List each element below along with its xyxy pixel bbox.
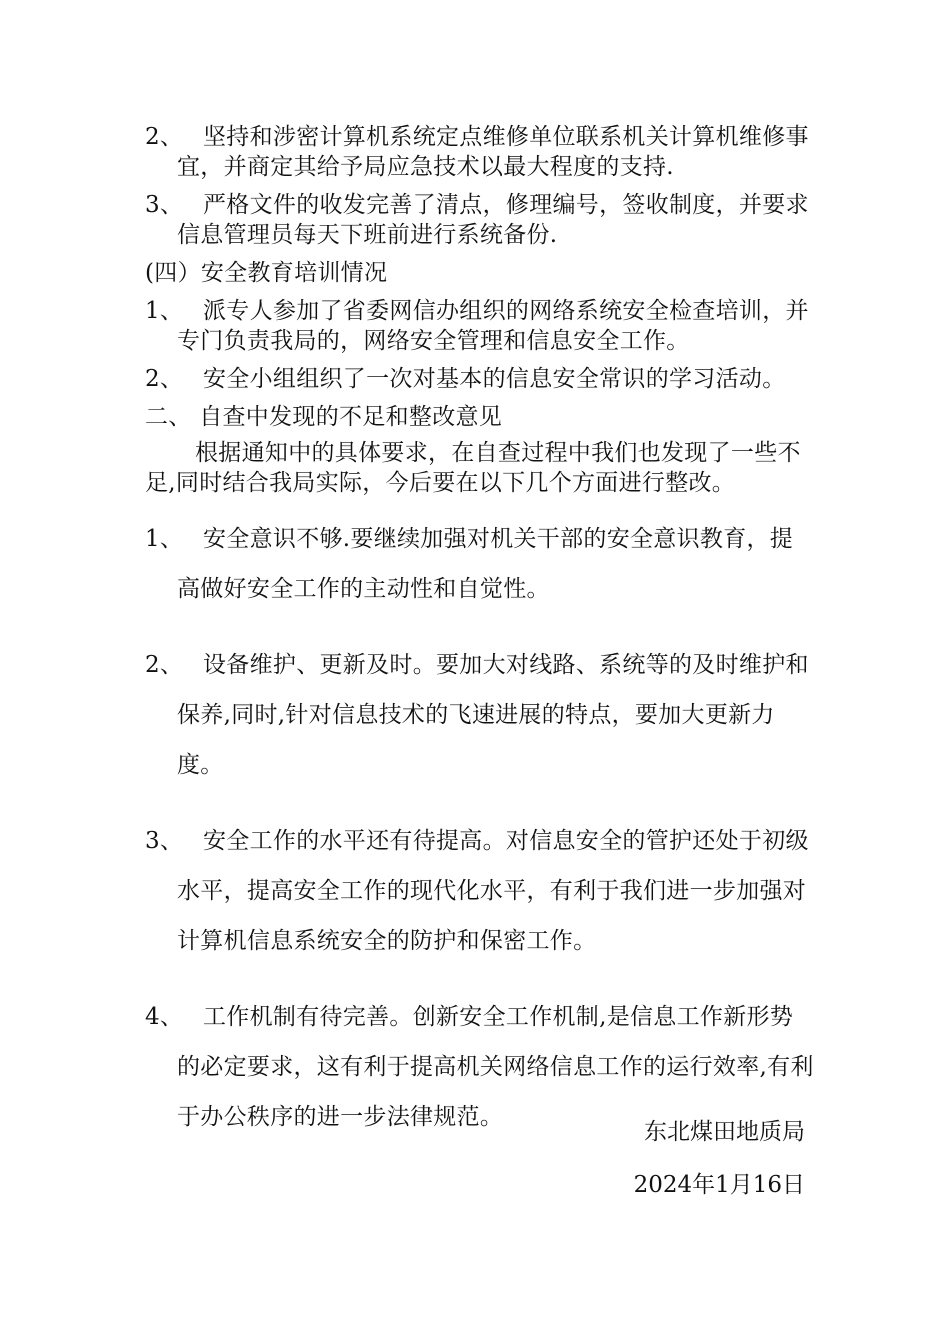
item-number: 4、 xyxy=(145,1004,184,1030)
item-number: 1、 xyxy=(145,526,184,552)
signature-date: 2024年1月16日 xyxy=(633,1172,805,1198)
item-text: 安全意识不够.要继续加强对机关干部的安全意识教育，提高做好安全工作的主动性和自觉性。 xyxy=(177,526,794,602)
item-text: 安全工作的水平还有待提高。对信息安全的管护还处于初级水平，提高安全工作的现代化水平，有利于我们进一步加强对计算机信息系统安全的防护和保密工作。 xyxy=(177,828,809,954)
intro-paragraph: 根据通知中的具体要求，在自查过程中我们也发现了一些不足,同时结合我局实际，今后要在以下几个方面进行整改。 xyxy=(145,440,801,496)
item-number: 2、 xyxy=(145,652,184,678)
item-number: 2、 xyxy=(145,366,184,392)
list-item xyxy=(145,122,815,182)
list-item xyxy=(145,514,815,614)
item-text: 安全小组组织了一次对基本的信息安全常识的学习活动。 xyxy=(203,366,786,392)
item-text: 严格文件的收发完善了清点，修理编号，签收制度，并要求信息管理员每天下班前进行系统备份. xyxy=(177,192,809,248)
signature-org: 东北煤田地质局 xyxy=(644,1119,805,1145)
item-text: 派专人参加了省委网信办组织的网络系统安全检查培训，并专门负责我局的，网络安全管理和信息安全工作。 xyxy=(177,298,809,354)
item-number: 3、 xyxy=(145,192,184,218)
list-item xyxy=(145,190,815,250)
section-heading: (四）安全教育培训情况 xyxy=(145,260,388,286)
document-body xyxy=(145,122,815,1142)
list-item xyxy=(145,296,815,356)
list-item xyxy=(145,816,815,966)
item-text: 工作机制有待完善。创新安全工作机制,是信息工作新形势的必定要求，这有利于提高机关网络信息工作的运行效率,有利于办公秩序的进一步法律规范。 xyxy=(177,1004,814,1130)
item-text: 设备维护、更新及时。要加大对线路、系统等的及时维护和保养,同时,针对信息技术的飞速进展的特点，要加大更新力度。 xyxy=(177,652,809,778)
item-number: 1、 xyxy=(145,298,184,324)
list-item xyxy=(145,364,815,394)
item-number: 3、 xyxy=(145,828,184,854)
item-number: 2、 xyxy=(145,124,184,150)
section-heading: 二、 自查中发现的不足和整改意见 xyxy=(145,404,503,430)
item-text: 坚持和涉密计算机系统定点维修单位联系机关计算机维修事宜，并商定其给予局应急技术以最大程度的支持. xyxy=(177,124,809,180)
list-item xyxy=(145,640,815,790)
